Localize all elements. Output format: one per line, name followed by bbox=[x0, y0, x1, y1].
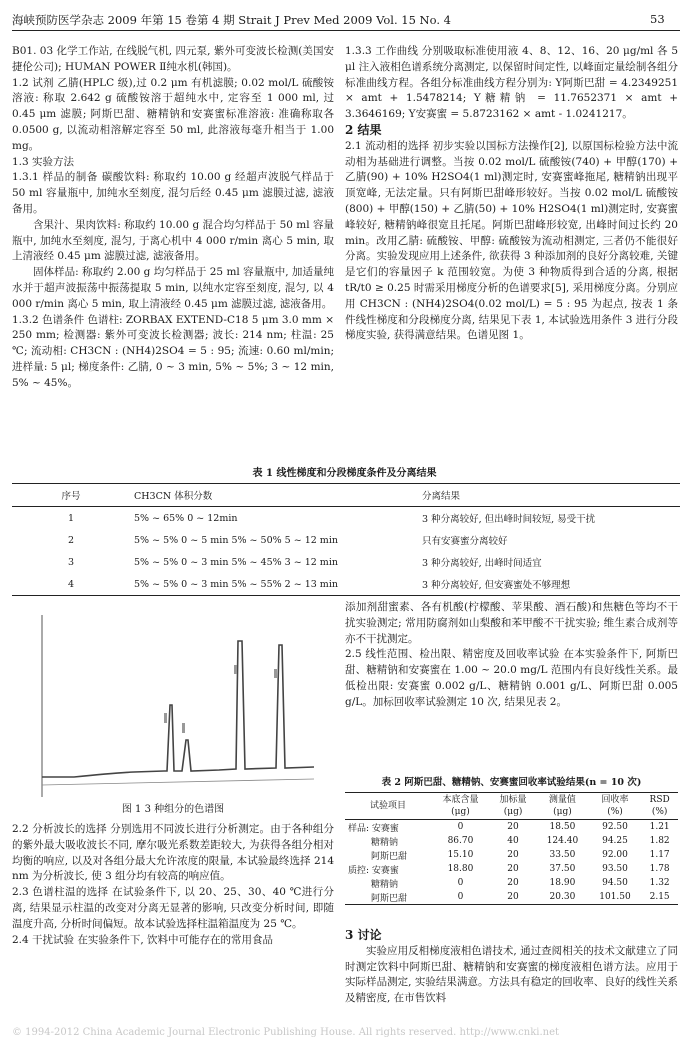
table-cell: 1.32 bbox=[649, 878, 670, 888]
table-cell: 0 bbox=[457, 822, 464, 832]
copyright-watermark: © 1994-2012 China Academic Journal Electronic Publishing House. All rights reserved. http://www.cnki.net bbox=[12, 1027, 560, 1038]
table-cell: 1.82 bbox=[649, 836, 670, 846]
table-cell: 3 bbox=[67, 556, 75, 568]
header-rule bbox=[12, 30, 680, 31]
table-cell: 1 bbox=[67, 512, 75, 524]
table-cell: 0 bbox=[431, 890, 490, 905]
table-cell: 18.80 bbox=[447, 864, 474, 874]
table-cell: 4 bbox=[12, 573, 130, 596]
table-header: 序号 bbox=[12, 484, 130, 507]
table-cell: 5% ~ 5% 0 ~ 3 min 5% ~ 45% 3 ~ 12 min bbox=[134, 556, 338, 568]
table-cell: 18.50 bbox=[549, 822, 576, 832]
table-header: 分离结果 bbox=[418, 484, 680, 507]
discussion-section bbox=[345, 928, 678, 1007]
table-header: 本底含量 (μg) bbox=[431, 793, 490, 820]
right-column-top bbox=[345, 44, 678, 344]
table-cell: 糖精钠 bbox=[371, 879, 399, 890]
table-cell: 1.17 bbox=[649, 850, 670, 860]
table-row bbox=[345, 820, 678, 835]
table-cell: 20.30 bbox=[536, 890, 589, 905]
table-cell: 92.00 bbox=[602, 850, 628, 860]
table-cell: 1.21 bbox=[649, 822, 670, 832]
table-cell: 20 bbox=[507, 822, 519, 832]
table2-caption: 表 2 阿斯巴甜、糖精钠、安赛蜜回收率试验结果(n = 10 次) bbox=[381, 777, 642, 788]
section-heading: 1.3 实验方法 bbox=[12, 155, 75, 168]
table-row bbox=[345, 848, 678, 862]
table1-caption: 表 1 线性梯度和分段梯度条件及分离结果 bbox=[252, 468, 437, 479]
table-header: 测量值 (μg) bbox=[536, 793, 589, 820]
table-cell: 阿斯巴甜 bbox=[371, 851, 408, 862]
table-cell: 5% ~ 65% 0 ~ 12min bbox=[134, 512, 238, 524]
table-row bbox=[345, 834, 678, 848]
paragraph: 1.2 试剂 乙腈(HPLC 级),过 0.2 μm 有机滤膜; 0.02 mol/L 硫酸铵溶液: 称取 2.642 g 硫酸铵溶于超纯水中, 定容至 1 000 ml, 过 0.45 μm 滤膜; 阿斯巴甜、糖精钠和安赛蜜标准溶液: 准确称取各 0.0500 g, 以流动相溶解定容至 50 ml, 此溶液每毫升相当于 1.00 mg。 bbox=[12, 76, 334, 152]
paragraph: 实验应用反相梯度液相色谱技术, 通过查阅相关的技术文献建立了同时测定饮料中阿斯巴甜、糖精钠和安赛蜜的梯度液相色谱方法。应用于实际样品测定, 实验结果满意。方法具有稳定的回收率、良好的线性关系及精密度, 在市售饮料 bbox=[345, 944, 678, 1005]
table-cell: 2 bbox=[67, 534, 75, 546]
table-cell: 样品: 安赛蜜 bbox=[348, 823, 399, 834]
paragraph: 2.4 干扰试验 在实验条件下, 饮料中可能存在的常用食品 bbox=[12, 933, 274, 946]
table-cell: 质控: 安赛蜜 bbox=[348, 865, 399, 876]
table-cell: 只有安赛蜜分离较好 bbox=[422, 536, 508, 547]
table-cell: 20 bbox=[507, 864, 519, 874]
table-cell: 2.15 bbox=[641, 890, 678, 905]
table-cell: 0 bbox=[457, 878, 464, 888]
paragraph: 2.2 分析波长的选择 分别选用不同波长进行分析测定。由于各种组分的紫外最大吸收波长不同, 摩尔吸光系数差距较大, 为获得各组分相对均衡的响应, 以及对各组分最大允许浓度的限量, 本试验最终选择 214 nm 为分析波长, 使 3 组分均有较高的响应值。 bbox=[12, 823, 334, 883]
left-column-top bbox=[12, 44, 334, 392]
paragraph: 2.1 流动相的选择 初步实验以国标方法操作[2], 以原国标检验方法中流动相为基础进行调整。当按 0.02 mol/L 硫酸铵(740) + 甲醇(170) + 乙腈(90) + 10% H2SO4(1 ml)测定时, 安赛蜜峰拖尾, 糖精钠出现平顶宽峰, 无法定量。只有阿斯巴甜峰形较好。当按 0.02 mol/L 硫酸铵(800) + 甲醇(150) + 乙腈(50) + 10% H2SO4(1 ml)测定时, 安赛蜜峰较好, 糖精钠峰很宽且托尾。阿斯巴甜峰形较宽, 出峰时间过长约 20 min。改用乙腈: 硫酸铵、甲醇: 硫酸铵为流动相测定, 三者仍不能很好分离。实验发现应用上述条件, 欲获得 3 种添加剂的良好分离较难, 关键是它们的容量因子 k 范围较宽。为使 3 种物质得到合适的分离, 根据 tR/t0 ≥ 0.25 时需采用梯度分析的色谱要求[5], 采用梯度分离。分别应用 CH3CN : (NH4)2SO4(0.02 mol/L) = 5 : 95 为起点, 按表 1 条件线性梯度和分段梯度分离, 结果见下表 1, 本试验选用条件 3 进行分段梯度实验, 获得满意结果。色谱见图 1。 bbox=[345, 139, 678, 342]
table-cell: 18.90 bbox=[549, 878, 576, 888]
table-header: 加标量 (μg) bbox=[490, 793, 536, 820]
running-header: 海峡预防医学杂志 2009 年第 15 卷第 4 期 Strait J Prev Med 2009 Vol. 15 No. 4 bbox=[12, 13, 451, 27]
paragraph: 含果汁、果肉饮料: 称取约 10.00 g 混合均匀样品于 50 ml 容量瓶中, 加纯水至刻度, 混匀, 于离心机中 4 000 r/min 离心 5 min, 取上清液经 0.45 μm 滤膜过滤, 滤液备用。 bbox=[12, 218, 334, 263]
table-cell: 1.78 bbox=[649, 864, 670, 874]
paragraph: 2.3 色谱柱温的选择 在试验条件下, 以 20、25、30、40 ℃进行分离, 结果显示柱温的改变对分离无显著的影响, 只改变分析时间, 即随温度升高, 分析时间偏短。故本试验选择柱温箱温度为 25 ℃。 bbox=[12, 886, 334, 930]
table-cell: 3 种分离较好, 但安赛蜜处不够理想 bbox=[418, 573, 680, 596]
paragraph: 1.3.3 工作曲线 分别吸取标准使用液 4、8、12、16、20 μg/ml 各 5 μl 注入液相色谱系统分离测定, 以保留时间定性, 以峰面定量绘制各组分标准曲线方程。各组分标准曲线方程分别为: Y阿斯巴甜 = 4.2349251 × amt + 1.5478214; Y糖精钠 = 11.7652371 × amt + 3.3646169; Y安赛蜜 = 5.8723162 × amt - 1.0241217。 bbox=[345, 45, 678, 121]
section-heading: 3 讨论 bbox=[345, 928, 382, 942]
table-cell: 86.70 bbox=[447, 836, 474, 846]
paragraph: B01. 03 化学工作站, 在线脱气机, 四元泵, 紫外可变波长检测(美国安捷伦公司); HUMAN POWER Ⅱ纯水机(韩国)。 bbox=[12, 45, 334, 73]
table-cell: 20 bbox=[490, 890, 536, 905]
table-cell: 20 bbox=[507, 850, 519, 860]
table-cell: 阿斯巴甜 bbox=[345, 890, 431, 905]
table2 bbox=[345, 792, 678, 905]
table-row bbox=[345, 876, 678, 890]
table-cell: 94.25 bbox=[602, 836, 628, 846]
figure1-caption: 图 1 3 种组分的色谱图 bbox=[121, 804, 225, 815]
table-cell: 92.50 bbox=[602, 822, 628, 832]
section-heading: 2 结果 bbox=[345, 122, 382, 137]
table-row bbox=[12, 573, 680, 596]
table-cell: 5% ~ 5% 0 ~ 3 min 5% ~ 55% 2 ~ 13 min bbox=[130, 573, 418, 596]
table-cell: 3 种分离较好, 出峰时间适宜 bbox=[422, 558, 542, 569]
paragraph: 1.3.1 样品的制备 碳酸饮料: 称取约 10.00 g 经超声波脱气样品于 50 ml 容量瓶中, 加纯水至刻度, 混匀后经 0.45 μm 滤膜过滤, 滤液备用。 bbox=[12, 171, 334, 215]
table-header: CH3CN 体积分数 bbox=[130, 484, 418, 507]
table-cell: 33.50 bbox=[549, 850, 576, 860]
table-header: 试验项目 bbox=[345, 793, 431, 820]
paragraph: 固体样品: 称取约 2.00 g 均匀样品于 25 ml 容量瓶中, 加适量纯水并于超声波振荡中振荡提取 5 min, 以纯水定容至刻度, 混匀, 以 4 000 r/min 离心 5 min, 取上清液经 0.45 μm 滤膜过滤, 滤液备用。 bbox=[12, 266, 334, 310]
table-cell: 101.50 bbox=[589, 890, 642, 905]
table-cell: 3 种分离较好, 但出峰时间较短, 易受干扰 bbox=[422, 514, 596, 525]
table-row bbox=[12, 507, 680, 530]
table-cell: 37.50 bbox=[549, 864, 576, 874]
paragraph: 2.5 线性范围、检出限、精密度及回收率试验 在本实验条件下, 阿斯巴甜、糖精钠和安赛蜜在 1.00 ~ 20.0 mg/L 范围内有良好线性关系。最低检出限: 安赛蜜 0.002 g/L、糖精钠 0.001 g/L、阿斯巴甜 0.005 g/L。加标回收率试验测定 10 次, 结果见表 2。 bbox=[345, 648, 678, 708]
table-row bbox=[12, 551, 680, 573]
paragraph: 添加剂甜蜜素、各有机酸(柠檬酸、苹果酸、酒石酸)和焦糖色等均不干扰实验测定; 常用防腐剂如山梨酸和苯甲酸不干扰实验; 维生素合成剂等亦不干扰测定。 bbox=[345, 601, 678, 645]
table-cell: 124.40 bbox=[546, 836, 579, 846]
table-cell: 15.10 bbox=[447, 850, 474, 860]
table-row bbox=[345, 890, 678, 905]
right-column-mid bbox=[345, 600, 678, 711]
table-cell: 40 bbox=[507, 836, 519, 846]
chromatogram-trace bbox=[42, 615, 314, 797]
table-cell: 94.50 bbox=[602, 878, 628, 888]
table-cell: 93.50 bbox=[602, 864, 628, 874]
table-row bbox=[345, 862, 678, 876]
table-header: 回收率 (%) bbox=[589, 793, 642, 820]
table-cell: 糖精钠 bbox=[371, 837, 399, 848]
page-number: 53 bbox=[650, 12, 665, 26]
table1 bbox=[12, 483, 680, 596]
table-row bbox=[12, 529, 680, 551]
paragraph: 1.3.2 色谱条件 色谱柱: ZORBAX EXTEND-C18 5 μm 3.0 mm × 250 mm; 检测器: 紫外可变波长检测器; 波长: 214 nm; 柱温: 25 ℃; 流动相: CH3CN : (NH4)2SO4 = 5 : 95; 流速: 0.60 ml/min; 进样量: 5 μl; 梯度条件: 乙腈, 0 ~ 3 min, 5% ~ 5%; 3 ~ 12 min, 5% ~ 45%。 bbox=[12, 313, 334, 389]
peak-label-marks bbox=[164, 665, 277, 733]
table-cell: 5% ~ 5% 0 ~ 5 min 5% ~ 50% 5 ~ 12 min bbox=[134, 534, 338, 546]
table-cell: 20 bbox=[507, 878, 519, 888]
table-header: RSD (%) bbox=[641, 793, 678, 820]
left-column-bottom bbox=[12, 822, 334, 948]
chromatogram-figure bbox=[14, 600, 334, 810]
